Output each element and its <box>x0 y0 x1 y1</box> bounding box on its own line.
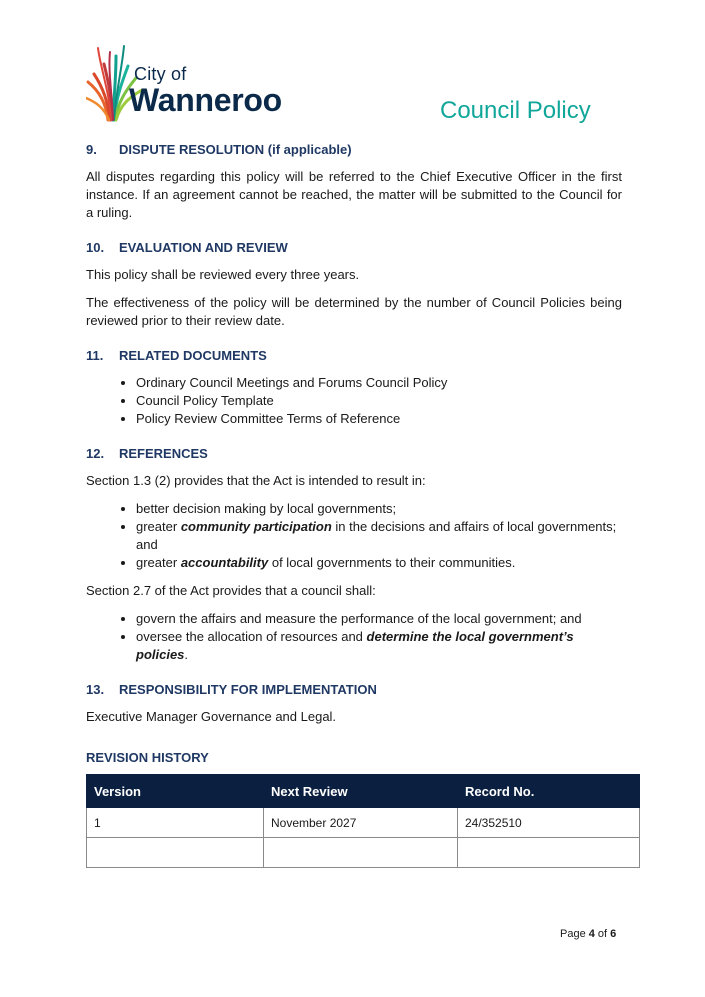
references-list-2 <box>86 610 622 664</box>
table-row <box>87 838 640 868</box>
column-header-record-no: Record No. <box>458 775 640 808</box>
section-13-heading <box>86 682 622 697</box>
cell-version: 1 <box>87 808 264 838</box>
section-9-heading <box>86 142 622 157</box>
list-item: • Policy Review Committee Terms of Reference <box>136 410 622 428</box>
section-title: EVALUATION AND REVIEW <box>119 240 288 255</box>
policy-content <box>86 142 622 868</box>
table-header-row <box>87 775 640 808</box>
list-item: • Ordinary Council Meetings and Forums Council Policy <box>136 374 622 392</box>
section-title: REFERENCES <box>119 446 208 461</box>
section-number: 13. <box>86 682 105 697</box>
page-number: Page 4 of 6 <box>560 928 617 940</box>
revision-history-table <box>86 774 640 868</box>
revision-history-title: REVISION HISTORY <box>86 750 209 765</box>
list-item: • Council Policy Template <box>136 392 622 410</box>
document-type-title: Council Policy <box>440 97 591 124</box>
list-item: • better decision making by local governments; <box>136 500 622 518</box>
section-number: 9. <box>86 142 97 157</box>
section-12-intro-1: Section 1.3 (2) provides that the Act is intended to result in: <box>86 473 426 488</box>
related-documents-list <box>86 374 622 428</box>
table-row <box>87 808 640 838</box>
section-13-body: Executive Manager Governance and Legal. <box>86 709 337 724</box>
emphasis-text: accountability <box>180 555 269 570</box>
city-of-wanneroo-logo <box>86 42 301 122</box>
section-12-intro-2: Section 2.7 of the Act provides that a council shall: <box>86 583 376 598</box>
cell-next-review: November 2027 <box>264 808 458 838</box>
list-item: • greater accountability of local governments to their communities. <box>136 554 622 572</box>
section-title: DISPUTE RESOLUTION (if applicable) <box>119 142 352 157</box>
section-10-heading <box>86 240 622 255</box>
references-list-1 <box>86 500 622 572</box>
section-number: 10. <box>86 240 105 255</box>
list-item: • oversee the allocation of resources and determine the local government’s policies. <box>136 628 622 664</box>
section-12-heading <box>86 446 622 461</box>
cell-record-no: 24/352510 <box>458 808 640 838</box>
list-item: • greater community participation in the decisions and affairs of local governments; and <box>136 518 622 554</box>
section-11-heading <box>86 348 622 363</box>
list-item: • govern the affairs and measure the performance of the local government; and <box>136 610 622 628</box>
total-pages: 6 <box>610 928 617 940</box>
section-number: 11. <box>86 348 104 363</box>
section-number: 12. <box>86 446 105 461</box>
logo-city-of: City of <box>134 64 187 84</box>
cell-version <box>87 838 264 868</box>
current-page: 4 <box>588 928 595 940</box>
section-10-body-2: The effectiveness of the policy will be determined by the number of Council Policies being reviewed prior to their review date. <box>86 295 622 328</box>
cell-record-no <box>458 838 640 868</box>
section-title: RESPONSIBILITY FOR IMPLEMENTATION <box>119 682 377 697</box>
column-header-next-review: Next Review <box>264 775 458 808</box>
section-9-body: All disputes regarding this policy will be referred to the Chief Executive Officer in the first instance. If an agreement cannot be reached, the matter will be submitted to the Council for a ruling. <box>86 169 622 220</box>
column-header-version: Version <box>87 775 264 808</box>
section-10-body-1: This policy shall be reviewed every three years. <box>86 267 360 282</box>
emphasis-text: determine the local government’s policies <box>136 629 574 662</box>
emphasis-text: community participation <box>180 519 332 534</box>
logo-wanneroo: Wanneroo <box>129 82 282 118</box>
cell-next-review <box>264 838 458 868</box>
section-title: RELATED DOCUMENTS <box>119 348 267 363</box>
